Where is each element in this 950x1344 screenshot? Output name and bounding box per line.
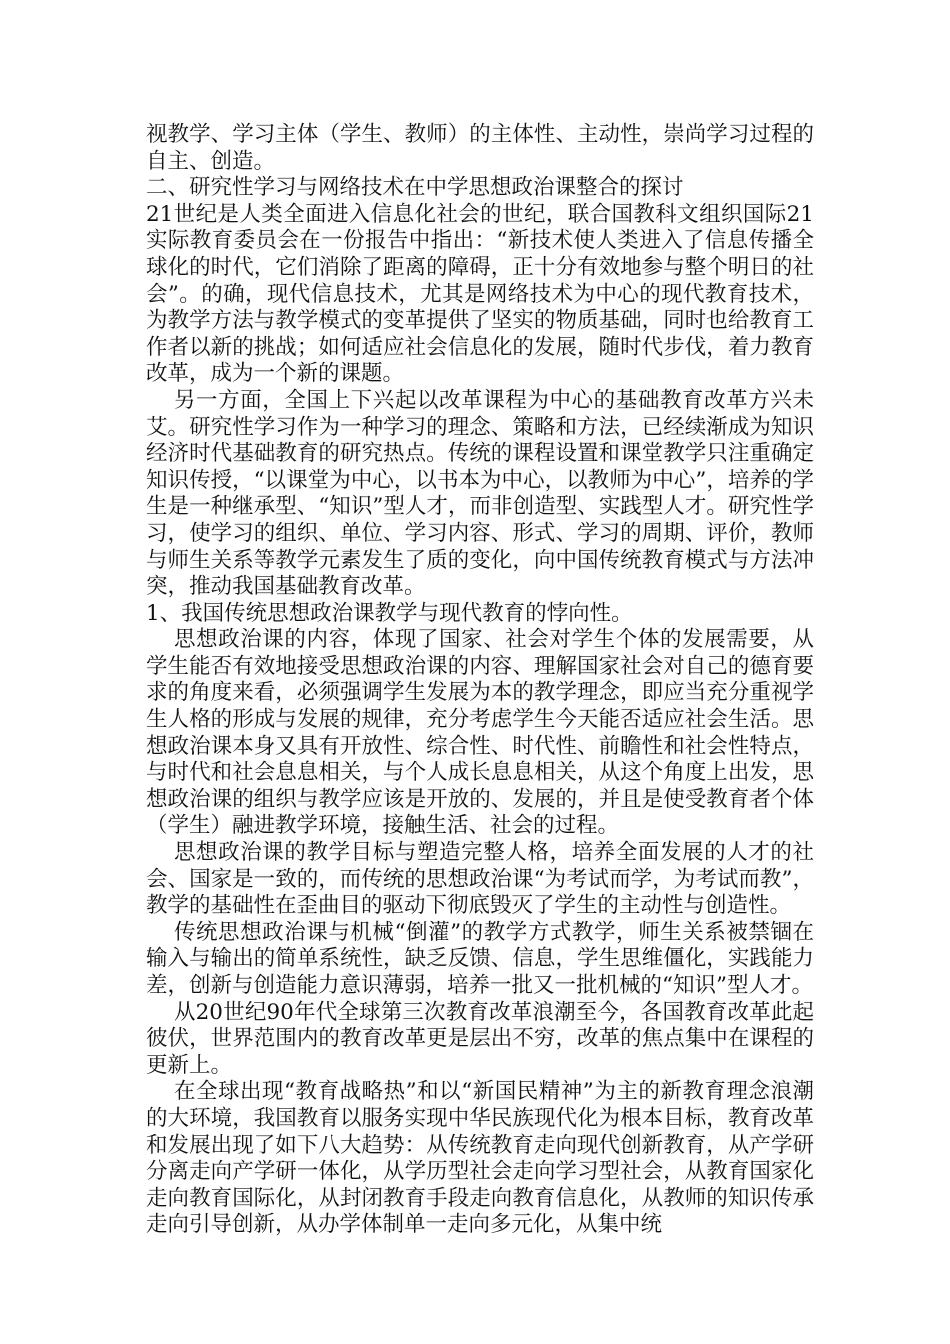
paragraph: 传统思想政治课与机械“倒灌”的教学方式教学，师生关系被禁锢在输入与输出的简单系统性，缺乏反馈、信息，学生思维僵化，实践能力差，创新与创造能力意识薄弱，培养一批又一批机械的“知识”型人才。 (146, 919, 814, 998)
document-page (146, 122, 814, 1239)
paragraph: 思想政治课的教学目标与塑造完整人格，培养全面发展的人才的社会、国家是一致的，而传统的思想政治课“为考试而学，为考试而教”，教学的基础性在歪曲目的驱动下彻底毁灭了学生的主动性与创造性。 (146, 840, 814, 919)
subsection-heading: 1、我国传统思想政治课教学与现代教育的悖向性。 (146, 600, 633, 626)
paragraph: 另一方面，全国上下兴起以改革课程为中心的基础教育改革方兴未艾。研究性学习作为一种学习的理念、策略和方法，已经续渐成为知识经济时代基础教育的研究热点。传统的课程设置和课堂教学只注重确定知识传授，“以课堂为中心，以书本为中心，以教师为中心”，培养的学生是一种继承型、“知识”型人才，而非创造型、实践型人才。研究性学习，使学习的组织、单位、学习内容、形式、学习的周期、评价，教师与师生关系等教学元素发生了质的变化，向中国传统教育模式与方法冲突，推动我国基础教育改革。 (146, 387, 814, 600)
paragraph-continuation: 视教学、学习主体（学生、教师）的主体性、主动性，崇尚学习过程的自主、创造。 (146, 122, 814, 174)
paragraph: 在全球出现“教育战略热”和以“新国民精神”为主的新教育理念浪潮的大环境，我国教育以服务实现中华民族现代化为根本目标，教育改革和发展出现了如下八大趋势：从传统教育走向现代创新教育，从产学研分离走向产学研一体化，从学历型社会走向学习型社会，从教育国家化走向教育国际化，从封闭教育手段走向教育信息化，从教师的知识传承走向引导创新，从办学体制单一走向多元化，从集中统 (146, 1079, 814, 1238)
paragraph: 从20世纪90年代全球第三次教育改革浪潮至今，各国教育改革此起彼伏，世界范围内的教育改革更是层出不穷，改革的焦点集中在课程的更新上。 (146, 999, 814, 1078)
section-heading: 二、研究性学习与网络技术在中学思想政治课整合的探讨 (146, 175, 684, 201)
paragraph: 21世纪是人类全面进入信息化社会的世纪，联合国教科文组织国际21实际教育委员会在一份报告中指出：“新技术使人类进入了信息传播全球化的时代，它们消除了距离的障碍，正十分有效地参与整个明日的社会”。的确，现代信息技术，尤其是网络技术为中心的现代教育技术，为教学方法与教学模式的变革提供了坚实的物质基础，同时也给教育工作者以新的挑战；如何适应社会信息化的发展，随时代步伐，着力教育改革，成为一个新的课题。 (146, 201, 814, 387)
paragraph: 思想政治课的内容，体现了国家、社会对学生个体的发展需要，从学生能否有效地接受思想政治课的内容、理解国家社会对自己的德育要求的角度来看，必须强调学生发展为本的教学理念，即应当充分重视学生人格的形成与发展的规律，充分考虑学生今天能否适应社会生活。思想政治课本身又具有开放性、综合性、时代性、前瞻性和社会性特点，与时代和社会息息相关，与个人成长息息相关，从这个角度上出发，思想政治课的组织与教学应该是开放的、发展的，并且是使受教育者个体（学生）融进教学环境，接触生活、社会的过程。 (146, 627, 814, 839)
